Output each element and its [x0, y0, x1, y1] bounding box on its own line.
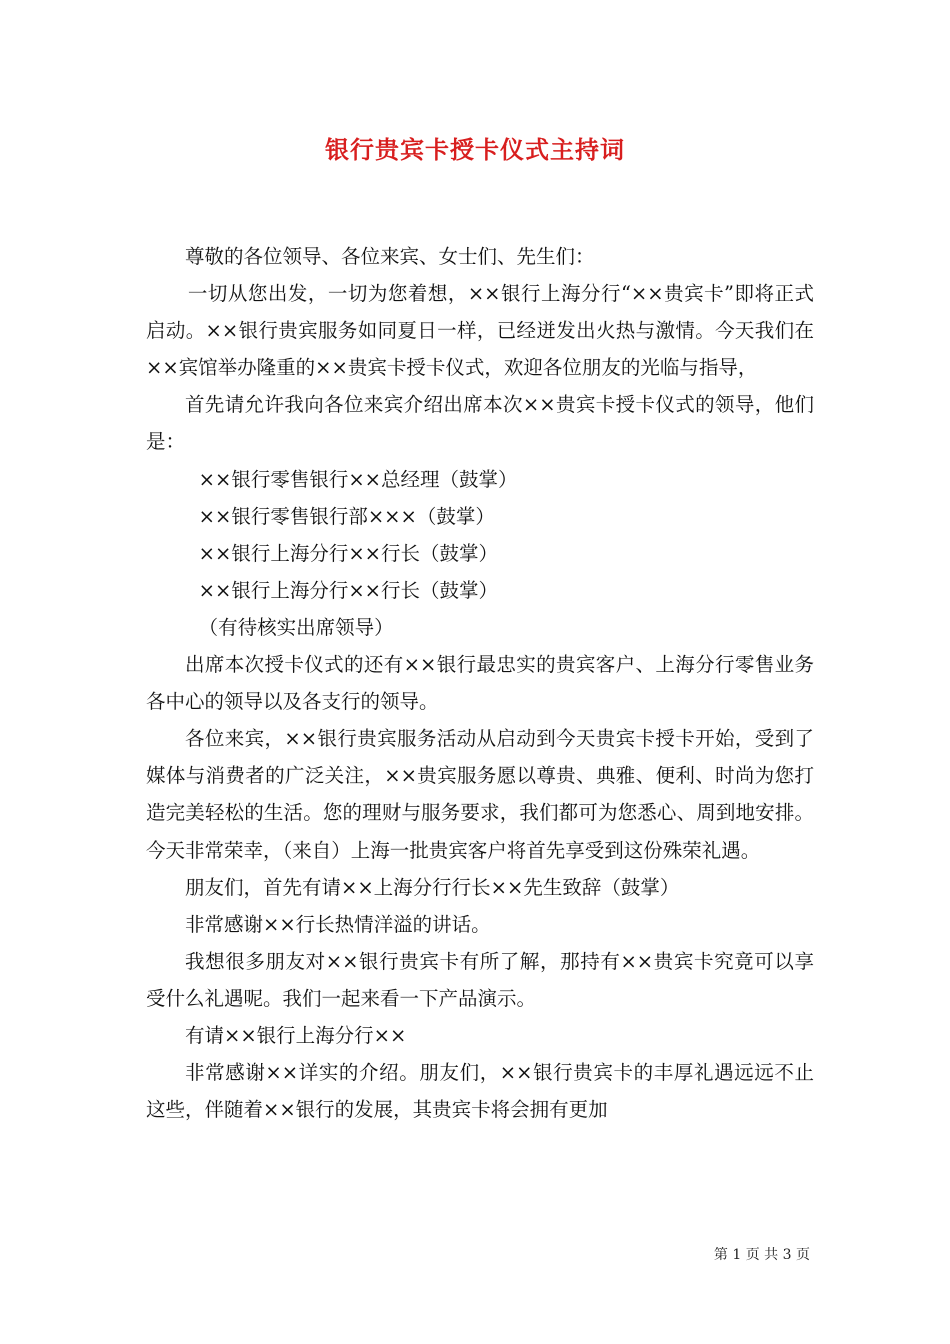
- document-body: [146, 238, 814, 1128]
- paragraph-invite-presenter: 有请××银行上海分行××: [185, 1023, 407, 1047]
- paragraph-leader-1: ××银行零售银行××总经理（鼓掌）: [198, 467, 518, 491]
- document-title: 银行贵宾卡授卡仪式主持词: [325, 135, 625, 164]
- paragraph-intro: 一切从您出发，一切为您着想，××银行上海分行“××贵宾卡”即将正式启动。××银行贵宾服务如同夏日一样，已经迸发出火热与激情。今天我们在××宾馆举办隆重的××贵宾卡授卡仪式，欢迎各位朋友的光临与指导，: [146, 282, 814, 380]
- paragraph-introduce-leaders: 首先请允许我向各位来宾介绍出席本次××贵宾卡授卡仪式的领导，他们是：: [146, 393, 814, 454]
- paragraph-thanks-speech: 非常感谢××行长热情洋溢的讲话。: [185, 912, 491, 936]
- page-number: 第 1 页 共 3 页: [713, 1247, 810, 1263]
- paragraph-attendees: 出席本次授卡仪式的还有××银行最忠实的贵宾客户、上海分行零售业务各中心的领导以及各支行的领导。: [146, 653, 814, 714]
- paragraph-service: 各位来宾，××银行贵宾服务活动从启动到今天贵宾卡授卡开始，受到了媒体与消费者的广泛关注，××贵宾服务愿以尊贵、典雅、便利、时尚为您打造完美轻松的生活。您的理财与服务要求，我们都可为您悉心、周到地安排。今天非常荣幸，（来自）上海一批贵宾客户将首先享受到这份殊荣礼遇。: [146, 727, 814, 862]
- paragraph-leader-4: ××银行上海分行××行长（鼓掌）: [198, 578, 498, 602]
- paragraph-thanks-intro: 非常感谢××详实的介绍。朋友们，××银行贵宾卡的丰厚礼遇远远不止这些，伴随着××银行的发展，其贵宾卡将会拥有更加: [146, 1061, 814, 1122]
- paragraph-greeting: 尊敬的各位领导、各位来宾、女士们、先生们：: [185, 245, 595, 268]
- paragraph-leader-3: ××银行上海分行××行长（鼓掌）: [198, 541, 498, 565]
- paragraph-note: （有待核实出席领导）: [198, 615, 394, 639]
- paragraph-invite-speech: 朋友们，首先有请××上海分行行长××先生致辞（鼓掌）: [185, 875, 680, 899]
- paragraph-leader-2: ××银行零售银行部×××（鼓掌）: [198, 504, 495, 528]
- paragraph-product-demo: 我想很多朋友对××银行贵宾卡有所了解，那持有××贵宾卡究竟可以享受什么礼遇呢。我们一起来看一下产品演示。: [146, 949, 814, 1010]
